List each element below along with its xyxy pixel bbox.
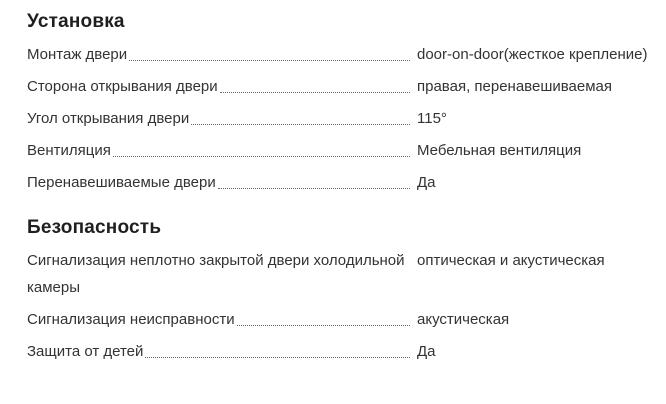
spec-rows bbox=[27, 247, 650, 365]
spec-value: door-on-door(жесткое крепление) bbox=[417, 46, 648, 63]
spec-label: Защита от детей bbox=[27, 343, 144, 360]
spec-label: Монтаж двери bbox=[27, 46, 128, 63]
spec-label: Сигнализация неисправности bbox=[27, 311, 235, 328]
spec-value: 115° bbox=[417, 110, 447, 127]
spec-value: Да bbox=[417, 343, 436, 360]
spec-value: оптическая и акустическая bbox=[417, 252, 605, 269]
spec-label-wrap bbox=[27, 169, 417, 196]
spec-label-wrap bbox=[27, 105, 417, 132]
dotted-leader bbox=[113, 156, 410, 157]
spec-row bbox=[27, 247, 650, 301]
spec-row bbox=[27, 105, 650, 132]
dotted-leader bbox=[218, 188, 410, 189]
spec-row bbox=[27, 306, 650, 333]
spec-section bbox=[27, 10, 650, 196]
spec-row bbox=[27, 41, 650, 68]
spec-rows bbox=[27, 41, 650, 196]
spec-value: Да bbox=[417, 174, 436, 191]
dotted-leader bbox=[145, 357, 410, 358]
section-title: Безопасность bbox=[27, 217, 162, 238]
spec-sections bbox=[27, 10, 650, 365]
spec-row bbox=[27, 169, 650, 196]
section-title: Установка bbox=[27, 11, 125, 32]
spec-label: Вентиляция bbox=[27, 142, 111, 159]
dotted-leader bbox=[191, 124, 410, 125]
spec-row bbox=[27, 338, 650, 365]
spec-row bbox=[27, 137, 650, 164]
spec-value: Мебельная вентиляция bbox=[417, 142, 582, 159]
spec-label: Перенавешиваемые двери bbox=[27, 174, 216, 191]
spec-section bbox=[27, 216, 650, 365]
dotted-leader bbox=[129, 60, 410, 61]
spec-label-wrap bbox=[27, 247, 417, 301]
spec-label: Сторона открывания двери bbox=[27, 78, 218, 95]
spec-label: Сигнализация неплотно закрытой двери холодильной камеры bbox=[27, 252, 405, 296]
spec-label: Угол открывания двери bbox=[27, 110, 190, 127]
spec-value: акустическая bbox=[417, 311, 510, 328]
spec-label-wrap bbox=[27, 41, 417, 68]
spec-label-wrap bbox=[27, 73, 417, 100]
spec-label-wrap bbox=[27, 338, 417, 365]
spec-label-wrap bbox=[27, 306, 417, 333]
dotted-leader bbox=[220, 92, 410, 93]
spec-label-wrap bbox=[27, 137, 417, 164]
spec-value: правая, перенавешиваемая bbox=[417, 78, 612, 95]
spec-row bbox=[27, 73, 650, 100]
dotted-leader bbox=[237, 325, 410, 326]
